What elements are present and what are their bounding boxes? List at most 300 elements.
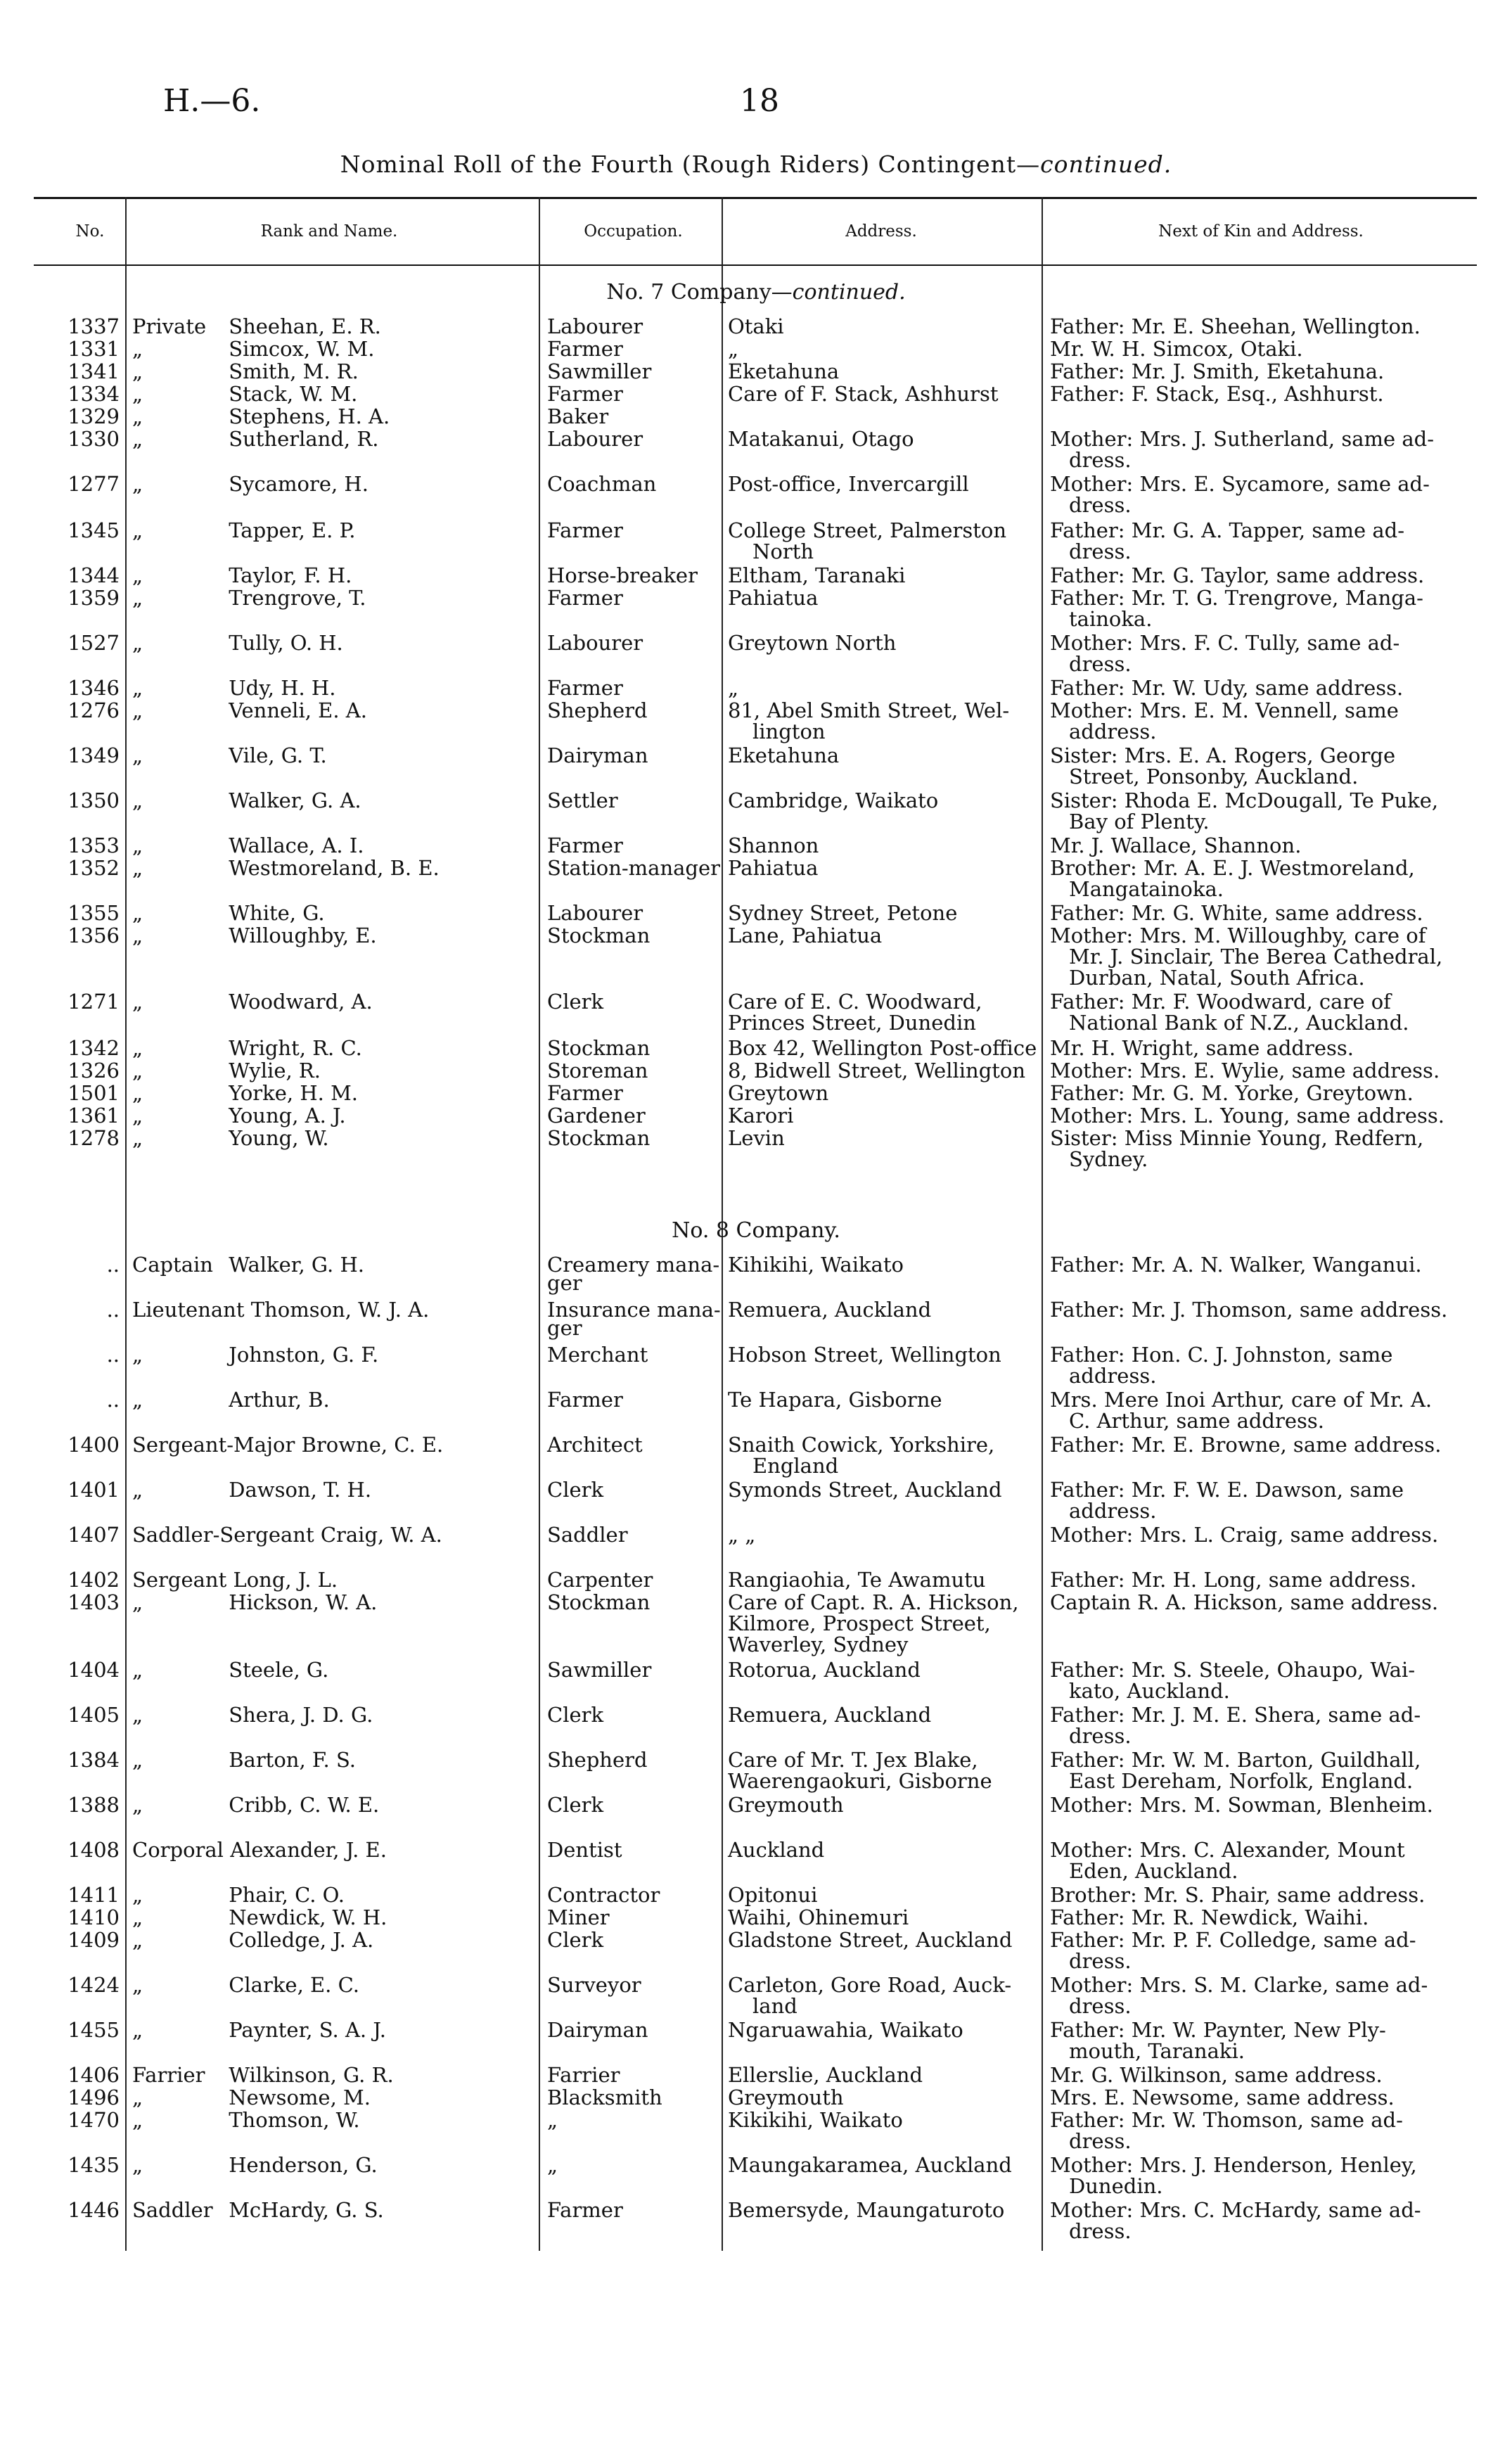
soldier-name: Barton, F. S. bbox=[229, 1748, 357, 1772]
next-of-kin: Sister: Miss Minnie Young, Redfern, bbox=[1050, 1126, 1424, 1150]
next-of-kin: Father: Mr. F. Woodward, care of bbox=[1050, 990, 1391, 1014]
soldier-name: Shera, J. D. G. bbox=[229, 1703, 373, 1727]
rank: „ bbox=[132, 1928, 143, 1952]
next-of-kin: Mrs. Mere Inoi Arthur, care of Mr. A. bbox=[1050, 1388, 1433, 1412]
next-of-kin: address. bbox=[1069, 1364, 1157, 1388]
next-of-kin: Father: Mr. W. M. Barton, Guildhall, bbox=[1050, 1748, 1421, 1772]
occupation: Farmer bbox=[547, 1081, 623, 1105]
rank-and-name bbox=[132, 473, 515, 496]
rank-and-name bbox=[132, 1524, 515, 1547]
rank-and-name bbox=[132, 315, 515, 338]
next-of-kin: Father: Mr. F. W. E. Dawson, same bbox=[1050, 1478, 1404, 1502]
next-of-kin: tainoka. bbox=[1069, 607, 1153, 631]
rank: „ bbox=[132, 1748, 143, 1772]
rank: „ bbox=[132, 1388, 143, 1412]
soldier-name: Venneli, E. A. bbox=[229, 698, 367, 722]
occupation: Farmer bbox=[547, 833, 623, 857]
address: Opitonui bbox=[728, 1883, 818, 1907]
service-number: 1344 bbox=[68, 563, 120, 587]
service-number: 1470 bbox=[68, 2108, 120, 2132]
rank-and-name bbox=[132, 587, 515, 610]
address: Kikikihi, Waikato bbox=[728, 2108, 903, 2132]
rank-and-name bbox=[132, 1659, 515, 1682]
header-bottom-rule bbox=[34, 264, 1477, 266]
next-of-kin: Mr. J. Wallace, Shannon. bbox=[1050, 833, 1302, 857]
header-top-rule bbox=[34, 197, 1477, 199]
col-header-no: No. bbox=[75, 222, 105, 241]
address: 8, Bidwell Street, Wellington bbox=[728, 1059, 1026, 1082]
next-of-kin: Father: Mr. R. Newdick, Waihi. bbox=[1050, 1905, 1369, 1929]
rank: Corporal bbox=[132, 1838, 224, 1862]
address: Rotorua, Auckland bbox=[728, 1658, 921, 1682]
rank: „ bbox=[132, 1126, 143, 1150]
col-header-next-of-kin: Next of Kin and Address. bbox=[1158, 222, 1364, 241]
rank-and-name bbox=[132, 857, 515, 880]
next-of-kin: Mrs. E. Newsome, same address. bbox=[1050, 2086, 1395, 2109]
rank-and-name bbox=[132, 360, 515, 383]
service-number: 1405 bbox=[68, 1703, 120, 1727]
soldier-name: Sutherland, R. bbox=[229, 427, 379, 451]
rank-and-name bbox=[132, 1749, 515, 1772]
service-number: 1361 bbox=[68, 1104, 120, 1128]
address-continued: Princes Street, Dunedin bbox=[728, 1011, 976, 1035]
service-number: 1334 bbox=[68, 382, 120, 406]
address: Care of E. C. Woodward, bbox=[728, 990, 982, 1014]
soldier-name: White, G. bbox=[229, 901, 325, 925]
rank-and-name bbox=[132, 1433, 515, 1457]
service-number: 1341 bbox=[68, 359, 120, 383]
rank: Captain bbox=[132, 1253, 213, 1277]
address: Lane, Pahiatua bbox=[728, 924, 883, 947]
address: „ „ bbox=[728, 1523, 756, 1547]
soldier-name: Sycamore, H. bbox=[229, 472, 369, 496]
soldier-name: Vile, G. T. bbox=[229, 743, 327, 767]
rank-and-name bbox=[132, 1974, 515, 1997]
soldier-name: Wilkinson, G. R. bbox=[229, 2063, 394, 2087]
rank: „ bbox=[132, 901, 143, 925]
rank-and-name bbox=[132, 1478, 515, 1502]
section-suffix: continued. bbox=[792, 280, 906, 305]
rank: „ bbox=[132, 1081, 143, 1105]
address: Post-office, Invercargill bbox=[728, 472, 969, 496]
next-of-kin: Captain R. A. Hickson, same address. bbox=[1050, 1590, 1439, 1614]
next-of-kin: Mother: Mrs. E. Wylie, same address. bbox=[1050, 1059, 1440, 1082]
service-number: 1404 bbox=[68, 1658, 120, 1682]
rank-and-name bbox=[132, 744, 515, 767]
occupation: Carpenter bbox=[547, 1568, 653, 1592]
rank: „ bbox=[132, 1658, 143, 1682]
address-continued: England bbox=[752, 1454, 839, 1478]
rank: „ bbox=[132, 2108, 143, 2132]
service-number: 1278 bbox=[68, 1126, 120, 1150]
occupation: Shepherd bbox=[547, 698, 648, 722]
rank: „ bbox=[132, 1883, 143, 1907]
occupation: Surveyor bbox=[547, 1973, 641, 1997]
soldier-name: Stack, W. M. bbox=[229, 382, 358, 406]
rank: „ bbox=[132, 2018, 143, 2042]
next-of-kin: Mother: Mrs. C. McHardy, same ad- bbox=[1050, 2198, 1421, 2222]
address: Cambridge, Waikato bbox=[728, 788, 939, 812]
rank: „ bbox=[132, 2086, 143, 2109]
next-of-kin: Mother: Mrs. J. Sutherland, same ad- bbox=[1050, 427, 1435, 451]
service-number: 1407 bbox=[68, 1523, 120, 1547]
next-of-kin: Mr. J. Sinclair, The Berea Cathedral, bbox=[1069, 945, 1443, 969]
occupation-continued: ger bbox=[547, 1271, 582, 1295]
next-of-kin: Father: Mr. G. Taylor, same address. bbox=[1050, 563, 1425, 587]
rank: Farrier bbox=[132, 2063, 205, 2087]
service-number: 1424 bbox=[68, 1973, 120, 1997]
occupation: Clerk bbox=[547, 1793, 604, 1817]
next-of-kin: Father: Mr. J. M. E. Shera, same ad- bbox=[1050, 1703, 1421, 1727]
occupation: Saddler bbox=[547, 1523, 628, 1547]
occupation: Blacksmith bbox=[547, 2086, 662, 2109]
soldier-name: Young, A. J. bbox=[229, 1104, 346, 1128]
address: Waihi, Ohinemuri bbox=[728, 1905, 909, 1929]
service-number: 1388 bbox=[68, 1793, 120, 1817]
service-number: 1353 bbox=[68, 833, 120, 857]
address: Box 42, Wellington Post-office bbox=[728, 1036, 1037, 1060]
occupation: Labourer bbox=[547, 631, 643, 655]
service-number: 1402 bbox=[68, 1568, 120, 1592]
next-of-kin: Eden, Auckland. bbox=[1069, 1859, 1238, 1883]
rank-and-name bbox=[132, 1929, 515, 1952]
soldier-name: Craig, W. A. bbox=[320, 1523, 442, 1547]
soldier-name: Westmoreland, B. E. bbox=[229, 856, 440, 880]
occupation: Labourer bbox=[547, 427, 643, 451]
address-continued: North bbox=[752, 539, 814, 563]
next-of-kin: Father: Mr. P. F. Colledge, same ad- bbox=[1050, 1928, 1416, 1952]
rank: „ bbox=[132, 1478, 143, 1502]
service-number: 1403 bbox=[68, 1590, 120, 1614]
rank: „ bbox=[132, 833, 143, 857]
occupation: Stockman bbox=[547, 924, 651, 947]
service-number: 1384 bbox=[68, 1748, 120, 1772]
next-of-kin: kato, Auckland. bbox=[1069, 1679, 1230, 1703]
rank-and-name bbox=[132, 2109, 515, 2132]
service-number: 1356 bbox=[68, 924, 120, 947]
rank-and-name bbox=[132, 632, 515, 655]
next-of-kin: Father: Mr. G. A. Tapper, same ad- bbox=[1050, 518, 1405, 542]
occupation: Storeman bbox=[547, 1059, 648, 1082]
soldier-name: Cribb, C. W. E. bbox=[229, 1793, 380, 1817]
occupation: Dentist bbox=[547, 1838, 622, 1862]
next-of-kin: Mother: Mrs. C. Alexander, Mount bbox=[1050, 1838, 1405, 1862]
occupation: Coachman bbox=[547, 472, 657, 496]
soldier-name: Browne, C. E. bbox=[301, 1433, 444, 1457]
address: Symonds Street, Auckland bbox=[728, 1478, 1002, 1502]
rank: „ bbox=[132, 698, 143, 722]
address: Greytown North bbox=[728, 631, 897, 655]
rank-and-name bbox=[132, 1591, 515, 1614]
next-of-kin: Mr. G. Wilkinson, same address. bbox=[1050, 2063, 1383, 2087]
soldier-name: Taylor, F. H. bbox=[229, 563, 352, 587]
rank-and-name bbox=[132, 1298, 515, 1322]
rank: „ bbox=[132, 586, 143, 610]
rank: „ bbox=[132, 1059, 143, 1082]
address: Matakanui, Otago bbox=[728, 427, 914, 451]
address: Sydney Street, Petone bbox=[728, 901, 958, 925]
soldier-name: Thomson, W. bbox=[229, 2108, 360, 2132]
rank: Saddler bbox=[132, 2198, 213, 2222]
service-number: 1406 bbox=[68, 2063, 120, 2087]
soldier-name: Sheehan, E. R. bbox=[229, 314, 381, 338]
rank: „ bbox=[132, 990, 143, 1014]
title-main: Nominal Roll of the Fourth (Rough Riders) Contingent— bbox=[340, 151, 1041, 178]
service-number: .. bbox=[106, 1343, 120, 1367]
address: Rangiaohia, Te Awamutu bbox=[728, 1568, 986, 1592]
rank-and-name bbox=[132, 1906, 515, 1929]
address: Care of Capt. R. A. Hickson, bbox=[728, 1590, 1019, 1614]
rank: Saddler-Sergeant bbox=[132, 1523, 314, 1547]
occupation: Dairyman bbox=[547, 743, 648, 767]
next-of-kin: dress. bbox=[1069, 493, 1132, 517]
soldier-name: Johnston, G. F. bbox=[229, 1343, 379, 1367]
rank: „ bbox=[132, 1905, 143, 1929]
rank-and-name bbox=[132, 519, 515, 542]
next-of-kin: Mr. H. Wright, same address. bbox=[1050, 1036, 1354, 1060]
next-of-kin: C. Arthur, same address. bbox=[1069, 1409, 1324, 1433]
next-of-kin: Mother: Mrs. M. Sowman, Blenheim. bbox=[1050, 1793, 1433, 1817]
occupation: Dairyman bbox=[547, 2018, 648, 2042]
soldier-name: Colledge, J. A. bbox=[229, 1928, 374, 1952]
section-title-company-8 bbox=[0, 1218, 1512, 1243]
rank-and-name bbox=[132, 1704, 515, 1727]
next-of-kin: dress. bbox=[1069, 1724, 1132, 1748]
next-of-kin: Father: Mr. G. White, same address. bbox=[1050, 901, 1423, 925]
service-number: .. bbox=[106, 1388, 120, 1412]
next-of-kin: Father: Mr. T. G. Trengrove, Manga- bbox=[1050, 586, 1423, 610]
occupation: Contractor bbox=[547, 1883, 660, 1907]
rank-and-name bbox=[132, 902, 515, 925]
section-title-company-7 bbox=[0, 280, 1512, 305]
next-of-kin: Father: F. Stack, Esq., Ashhurst. bbox=[1050, 382, 1384, 406]
address: Pahiatua bbox=[728, 856, 819, 880]
occupation: Merchant bbox=[547, 1343, 648, 1367]
occupation: Sawmiller bbox=[547, 359, 652, 383]
rank-and-name bbox=[132, 2086, 515, 2109]
rank-and-name bbox=[132, 1059, 515, 1082]
page-number: 18 bbox=[740, 83, 779, 119]
address-continued: land bbox=[752, 1994, 797, 2018]
rank: „ bbox=[132, 1343, 143, 1367]
soldier-name: Phair, C. O. bbox=[229, 1883, 345, 1907]
soldier-name: Newsome, M. bbox=[229, 2086, 371, 2109]
service-number: 1355 bbox=[68, 901, 120, 925]
rank-and-name bbox=[132, 1037, 515, 1060]
report-reference: H.—6. bbox=[163, 83, 261, 119]
page-title bbox=[0, 151, 1512, 178]
service-number: 1345 bbox=[68, 518, 120, 542]
next-of-kin: dress. bbox=[1069, 1994, 1132, 2018]
address: Remuera, Auckland bbox=[728, 1703, 932, 1727]
rank-and-name bbox=[132, 789, 515, 812]
service-number: 1337 bbox=[68, 314, 120, 338]
service-number: 1346 bbox=[68, 676, 120, 700]
address: Eltham, Taranaki bbox=[728, 563, 906, 587]
next-of-kin: dress. bbox=[1069, 652, 1132, 676]
next-of-kin: Sister: Rhoda E. McDougall, Te Puke, bbox=[1050, 788, 1439, 812]
rank: „ bbox=[132, 472, 143, 496]
rank: „ bbox=[132, 2153, 143, 2177]
next-of-kin: Mr. W. H. Simcox, Otaki. bbox=[1050, 337, 1303, 361]
rank: „ bbox=[132, 1973, 143, 1997]
next-of-kin: Sydney. bbox=[1069, 1147, 1148, 1171]
rank: „ bbox=[132, 404, 143, 428]
rank: „ bbox=[132, 518, 143, 542]
service-number: 1331 bbox=[68, 337, 120, 361]
rank: „ bbox=[132, 1036, 143, 1060]
next-of-kin: Brother: Mr. A. E. J. Westmoreland, bbox=[1050, 856, 1415, 880]
occupation: Farmer bbox=[547, 337, 623, 361]
soldier-name: Henderson, G. bbox=[229, 2153, 378, 2177]
next-of-kin: Bay of Plenty. bbox=[1069, 810, 1210, 833]
service-number: 1409 bbox=[68, 1928, 120, 1952]
service-number: 1329 bbox=[68, 404, 120, 428]
occupation: Farmer bbox=[547, 518, 623, 542]
address: Care of F. Stack, Ashhurst bbox=[728, 382, 999, 406]
service-number: 1277 bbox=[68, 472, 120, 496]
soldier-name: Udy, H. H. bbox=[229, 676, 336, 700]
next-of-kin: Father: Mr. E. Browne, same address. bbox=[1050, 1433, 1442, 1457]
occupation: Farmer bbox=[547, 586, 623, 610]
address: Greymouth bbox=[728, 1793, 844, 1817]
soldier-name: Walker, G. H. bbox=[229, 1253, 364, 1277]
service-number: 1342 bbox=[68, 1036, 120, 1060]
next-of-kin: Father: Mr. G. M. Yorke, Greytown. bbox=[1050, 1081, 1414, 1105]
address: Snaith Cowick, Yorkshire, bbox=[728, 1433, 995, 1457]
next-of-kin: Father: Hon. C. J. Johnston, same bbox=[1050, 1343, 1393, 1367]
occupation: „ bbox=[547, 2153, 558, 2177]
rank: „ bbox=[132, 1703, 143, 1727]
soldier-name: Thomson, W. J. A. bbox=[250, 1298, 430, 1322]
rank-and-name bbox=[132, 1569, 515, 1592]
address: „ bbox=[728, 337, 739, 361]
rank: „ bbox=[132, 359, 143, 383]
soldier-name: Tully, O. H. bbox=[229, 631, 343, 655]
soldier-name: Wylie, R. bbox=[229, 1059, 321, 1082]
next-of-kin: dress. bbox=[1069, 539, 1132, 563]
occupation: Stockman bbox=[547, 1036, 651, 1060]
service-number: 1446 bbox=[68, 2198, 120, 2222]
occupation: Farmer bbox=[547, 382, 623, 406]
address: Maungakaramea, Auckland bbox=[728, 2153, 1012, 2177]
address-continued: Kilmore, Prospect Street, bbox=[728, 1611, 991, 1635]
next-of-kin: dress. bbox=[1069, 2219, 1132, 2243]
address: Hobson Street, Wellington bbox=[728, 1343, 1001, 1367]
service-number: 1271 bbox=[68, 990, 120, 1014]
soldier-name: Tapper, E. P. bbox=[229, 518, 356, 542]
address: Greytown bbox=[728, 1081, 829, 1105]
rank-and-name bbox=[132, 1082, 515, 1105]
rank-and-name bbox=[132, 338, 515, 361]
rank-and-name bbox=[132, 1104, 515, 1128]
next-of-kin: Father: Mr. E. Sheehan, Wellington. bbox=[1050, 314, 1421, 338]
next-of-kin: dress. bbox=[1069, 1949, 1132, 1973]
service-number: 1326 bbox=[68, 1059, 120, 1082]
soldier-name: Wallace, A. I. bbox=[229, 833, 364, 857]
rank-and-name bbox=[132, 1253, 515, 1277]
occupation: Stockman bbox=[547, 1590, 651, 1614]
next-of-kin: Father: Mr. W. Udy, same address. bbox=[1050, 676, 1404, 700]
occupation: Farrier bbox=[547, 2063, 620, 2087]
section-title: No. 8 Company. bbox=[672, 1218, 840, 1243]
soldier-name: Paynter, S. A. J. bbox=[229, 2018, 386, 2042]
address: Shannon bbox=[728, 833, 819, 857]
rank: „ bbox=[132, 924, 143, 947]
soldier-name: Dawson, T. H. bbox=[229, 1478, 372, 1502]
soldier-name: Clarke, E. C. bbox=[229, 1973, 359, 1997]
next-of-kin: Father: Mr. S. Steele, Ohaupo, Wai- bbox=[1050, 1658, 1416, 1682]
rank: Private bbox=[132, 314, 207, 338]
soldier-name: Woodward, A. bbox=[229, 990, 373, 1014]
address-continued: lington bbox=[752, 720, 826, 743]
address: Remuera, Auckland bbox=[728, 1298, 932, 1322]
occupation: Horse-breaker bbox=[547, 563, 698, 587]
next-of-kin: Mother: Mrs. E. M. Vennell, same bbox=[1050, 698, 1399, 722]
address-continued: Waerengaokuri, Gisborne bbox=[728, 1769, 992, 1793]
next-of-kin: Mangatainoka. bbox=[1069, 877, 1224, 901]
rank: Sergeant-Major bbox=[132, 1433, 295, 1457]
service-number: 1400 bbox=[68, 1433, 120, 1457]
service-number: 1408 bbox=[68, 1838, 120, 1862]
next-of-kin: Father: Mr. J. Thomson, same address. bbox=[1050, 1298, 1448, 1322]
rank-and-name bbox=[132, 405, 515, 428]
next-of-kin: East Dereham, Norfolk, England. bbox=[1069, 1769, 1414, 1793]
rank-and-name bbox=[132, 428, 515, 451]
rank: „ bbox=[132, 563, 143, 587]
next-of-kin: Mother: Mrs. L. Craig, same address. bbox=[1050, 1523, 1439, 1547]
rank-and-name bbox=[132, 1884, 515, 1907]
soldier-name: Hickson, W. A. bbox=[229, 1590, 378, 1614]
address: Levin bbox=[728, 1126, 785, 1150]
next-of-kin: Father: Mr. W. Paynter, New Ply- bbox=[1050, 2018, 1386, 2042]
service-number: 1411 bbox=[68, 1883, 120, 1907]
address-continued: Waverley, Sydney bbox=[728, 1633, 909, 1656]
next-of-kin: Mother: Mrs. E. Sycamore, same ad- bbox=[1050, 472, 1430, 496]
soldier-name: Alexander, J. E. bbox=[230, 1838, 387, 1862]
col-header-rank-name: Rank and Name. bbox=[260, 222, 398, 241]
col-header-address: Address. bbox=[845, 222, 917, 241]
address: Carleton, Gore Road, Auck- bbox=[728, 1973, 1012, 1997]
service-number: 1349 bbox=[68, 743, 120, 767]
occupation: Baker bbox=[547, 404, 609, 428]
service-number: 1350 bbox=[68, 788, 120, 812]
address: Otaki bbox=[728, 314, 784, 338]
occupation: Miner bbox=[547, 1905, 610, 1929]
address: Eketahuna bbox=[728, 743, 840, 767]
next-of-kin: Father: Mr. W. Thomson, same ad- bbox=[1050, 2108, 1403, 2132]
service-number: 1435 bbox=[68, 2153, 120, 2177]
occupation-continued: ger bbox=[547, 1316, 582, 1340]
occupation: Labourer bbox=[547, 901, 643, 925]
rank-and-name bbox=[132, 834, 515, 857]
address: Bemersyde, Maungaturoto bbox=[728, 2198, 1005, 2222]
next-of-kin: Brother: Mr. S. Phair, same address. bbox=[1050, 1883, 1425, 1907]
rank: „ bbox=[132, 631, 143, 655]
next-of-kin: Street, Ponsonby, Auckland. bbox=[1069, 765, 1359, 788]
next-of-kin: dress. bbox=[1069, 448, 1132, 472]
service-number: 1276 bbox=[68, 698, 120, 722]
address: „ bbox=[728, 676, 739, 700]
address: 81, Abel Smith Street, Wel- bbox=[728, 698, 1010, 722]
soldier-name: Young, W. bbox=[229, 1126, 329, 1150]
address: Eketahuna bbox=[728, 359, 840, 383]
rank: „ bbox=[132, 1793, 143, 1817]
rank: „ bbox=[132, 676, 143, 700]
rank-and-name bbox=[132, 990, 515, 1014]
address: Karori bbox=[728, 1104, 794, 1128]
next-of-kin: Mother: Mrs. S. M. Clarke, same ad- bbox=[1050, 1973, 1428, 1997]
